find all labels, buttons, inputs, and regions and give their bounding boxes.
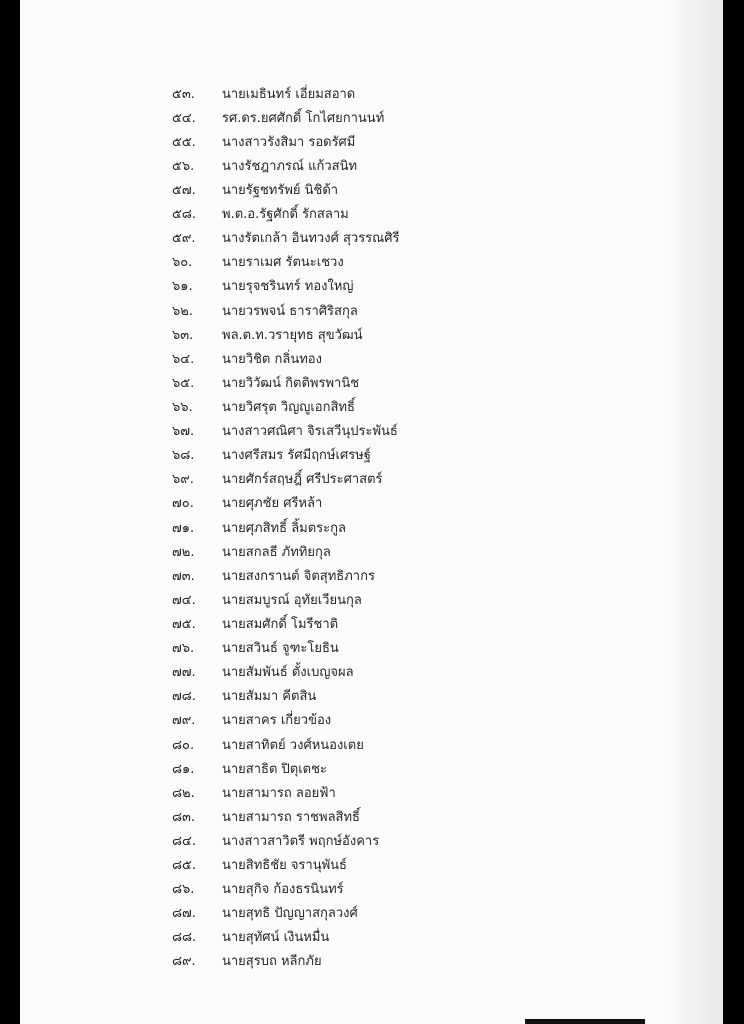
- list-item-name: นายสกลธี ภัททิยกุล: [222, 544, 331, 560]
- list-item-name: พล.ต.ท.วรายุทธ สุขวัฒน์: [222, 327, 363, 343]
- list-item: [172, 925, 399, 949]
- list-item: [172, 443, 399, 467]
- list-item-name: นายสามารถ ราชพลสิทธิ์: [222, 809, 360, 825]
- list-item-name: นายเมธินทร์ เอี่ยมสอาด: [222, 86, 356, 102]
- list-item: [172, 153, 399, 177]
- list-item-number: ๖๔.: [172, 351, 195, 367]
- list-item-name: นายสุกิจ ก้องธรนินทร์: [222, 882, 344, 898]
- list-item-number: ๕๖.: [172, 158, 195, 174]
- list-item-number: ๖๗.: [172, 424, 195, 440]
- list-item: [172, 394, 399, 418]
- list-item-name: นางสาวสาวิตรี พฤกษ์อังคาร: [222, 833, 380, 849]
- list-item-number: ๗๓.: [172, 568, 195, 584]
- list-item-name: นายสามารถ ลอยฟ้า: [222, 785, 336, 801]
- list-item-number: ๗๘.: [172, 689, 196, 705]
- list-item: [172, 274, 399, 298]
- list-item-name: นางรัตเกล้า อินทวงศ์ สุวรรณศิรี: [222, 231, 400, 247]
- list-item: [172, 515, 399, 539]
- list-item: [172, 202, 399, 226]
- list-item-number: ๗๖.: [172, 641, 195, 657]
- list-item-name: นายสาคร เกี่ยวข้อง: [222, 713, 332, 729]
- list-item-number: ๖๘.: [172, 448, 195, 464]
- list-item: [172, 780, 399, 804]
- list-item-name: รศ.ดร.ยศศักดิ์ โกไศยกานนท์: [222, 110, 385, 126]
- list-item-number: ๖๑.: [172, 279, 193, 295]
- list-item: [172, 877, 399, 901]
- list-item-number: ๖๐.: [172, 255, 193, 271]
- list-item-name: นายสมบูรณ์ อุทัยเวียนกุล: [222, 592, 362, 608]
- list-item-number: ๕๕.: [172, 134, 196, 150]
- list-item-name: นายศุภชัย ศรีหล้า: [222, 496, 323, 512]
- list-item: [172, 660, 399, 684]
- list-item-name: นายวรพจน์ ธาราศิริสกุล: [222, 303, 358, 319]
- list-item-number: ๖๓.: [172, 327, 194, 343]
- list-item: [172, 732, 399, 756]
- list-item-name: นายราเมศ รัตนะเชวง: [222, 255, 344, 271]
- list-item-number: ๕๙.: [172, 231, 196, 247]
- list-item-number: ๖๒.: [172, 303, 193, 319]
- list-item-number: ๗๑.: [172, 520, 195, 536]
- list-item-number: ๖๖.: [172, 399, 193, 415]
- list-item-name: นายศุภสิทธิ์ ลิ้มตระกูล: [222, 520, 346, 536]
- list-item-name: นางสาวศณิศา จิรเสวีนุประพันธ์: [222, 424, 398, 440]
- list-item: [172, 346, 399, 370]
- list-item-name: นายสาธิต ปิตุเตชะ: [222, 761, 327, 777]
- list-item: [172, 129, 399, 153]
- list-item: [172, 370, 399, 394]
- list-item-name: นายสุทธิ ปัญญาสกุลวงศ์: [222, 906, 358, 922]
- list-item-number: ๘๕.: [172, 858, 197, 874]
- list-item-name: นางสาวรังสิมา รอดรัศมี: [222, 134, 356, 150]
- list-item-number: ๕๔.: [172, 110, 196, 126]
- list-item-number: ๗๙.: [172, 713, 196, 729]
- list-item-name: นายสมศักดิ์ โมรีชาติ: [222, 616, 339, 632]
- list-item-number: ๕๗.: [172, 182, 196, 198]
- list-item: [172, 491, 399, 515]
- list-item-name: นายสุทัศน์ เงินหมื่น: [222, 930, 330, 946]
- bottom-bar: [525, 1019, 645, 1024]
- list-item-number: ๕๘.: [172, 207, 197, 223]
- list-item: [172, 684, 399, 708]
- list-item: [172, 853, 399, 877]
- list-item-name: นางศรีสมร รัศมีฤกษ์เศรษฐ์: [222, 448, 371, 464]
- list-item: [172, 226, 399, 250]
- list-item-name: นายสุรบถ หลีกภัย: [222, 954, 322, 970]
- list-item: [172, 828, 399, 852]
- page-edge-shadow: [663, 0, 723, 1024]
- list-item: [172, 250, 399, 274]
- list-item-number: ๗๒.: [172, 544, 195, 560]
- list-item: [172, 539, 399, 563]
- list-item-number: ๗๗.: [172, 665, 196, 681]
- list-item: [172, 467, 399, 491]
- list-item: [172, 298, 399, 322]
- list-item-number: ๘๓.: [172, 809, 196, 825]
- list-item-number: ๘๒.: [172, 785, 195, 801]
- list-item-name: นายสงกรานต์ จิตสุทธิภากร: [222, 568, 375, 584]
- list-item-number: ๖๕.: [172, 375, 195, 391]
- list-item: [172, 949, 399, 973]
- list-item: [172, 419, 399, 443]
- list-item-name: นายรุจชรินทร์ ทองใหญ่: [222, 279, 354, 295]
- list-item-name: นายสัมมา คีตสิน: [222, 689, 317, 705]
- list-item-number: ๘๑.: [172, 761, 195, 777]
- list-item: [172, 636, 399, 660]
- list-item-name: นายวิศรุต วิญญูเอกสิทธิ์: [222, 399, 355, 415]
- list-item: [172, 756, 399, 780]
- list-item: [172, 81, 399, 105]
- list-item-name: นายสวินธ์ จูฑะโยธิน: [222, 641, 339, 657]
- list-item: [172, 611, 399, 635]
- document-page: [20, 0, 723, 1024]
- list-item-number: ๘๙.: [172, 954, 196, 970]
- list-item: [172, 804, 399, 828]
- list-item-number: ๘๔.: [172, 833, 197, 849]
- list-item: [172, 563, 399, 587]
- list-item: [172, 105, 399, 129]
- list-item-number: ๗๕.: [172, 616, 196, 632]
- list-item: [172, 901, 399, 925]
- list-item-name: นายสัมพันธ์ ตั้งเบญจผล: [222, 665, 354, 681]
- list-item-number: ๘๗.: [172, 906, 196, 922]
- list-item: [172, 177, 399, 201]
- list-item-name: นายวิวัฒน์ กิตติพรพานิช: [222, 375, 360, 391]
- list-item-number: ๗๔.: [172, 592, 196, 608]
- list-item: [172, 708, 399, 732]
- list-item-number: ๘๘.: [172, 930, 197, 946]
- list-item-name: พ.ต.อ.รัฐศักดิ์ รักสลาม: [222, 207, 349, 223]
- list-item-number: ๕๓.: [172, 86, 195, 102]
- list-item-name: นายสาทิตย์ วงศ์หนองเตย: [222, 737, 364, 753]
- list-item: [172, 587, 399, 611]
- list-item-number: ๘๐.: [172, 737, 195, 753]
- name-list: [172, 81, 399, 973]
- list-item-number: ๗๐.: [172, 496, 194, 512]
- list-item-name: นายรัฐชทรัพย์ นิชิด้า: [222, 182, 339, 198]
- list-item-name: นายวิชิต กลิ่นทอง: [222, 351, 322, 367]
- list-item-number: ๖๙.: [172, 472, 194, 488]
- list-item-name: นางรัชฎาภรณ์ แก้วสนิท: [222, 158, 358, 174]
- list-item-name: นายศักร์สฤษฎิ์ ศรีประศาสตร์: [222, 472, 383, 488]
- list-item-number: ๘๖.: [172, 882, 195, 898]
- list-item: [172, 322, 399, 346]
- list-item-name: นายสิทธิชัย จรานุพันธ์: [222, 858, 347, 874]
